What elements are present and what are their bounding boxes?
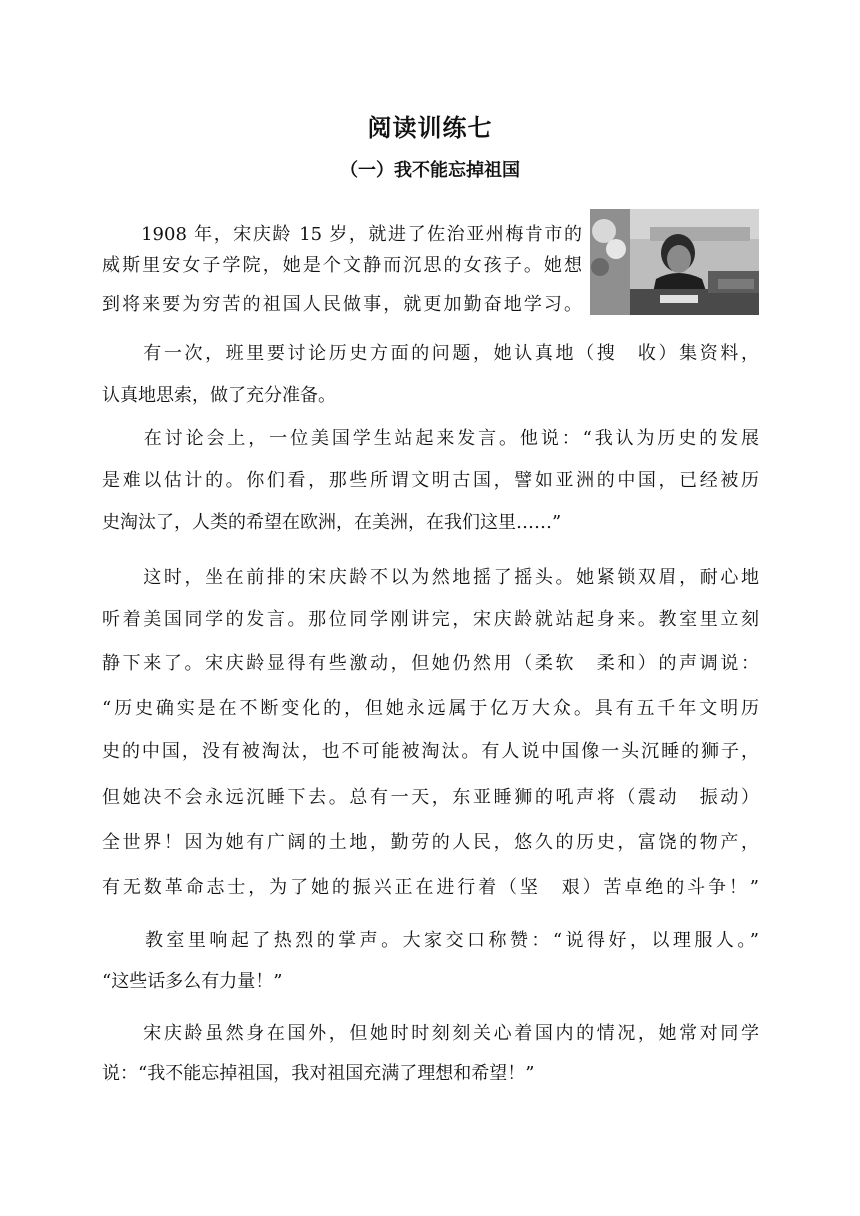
page-title: 阅读训练七 <box>367 114 493 142</box>
paragraph-line: 全世界！因为她有广阔的土地，勤劳的人民，悠久的历史，富饶的物产， <box>102 832 759 853</box>
paragraph-line: 在讨论会上，一位美国学生站起来发言。他说：“我认为历史的发展 <box>102 428 759 449</box>
paragraph-line: 说：“我不能忘掉祖国，我对祖国充满了理想和希望！” <box>102 1063 535 1084</box>
paragraph-line: 教室里响起了热烈的掌声。大家交口称赞：“说得好，以理服人。” <box>102 930 759 951</box>
paragraph-line: 认真地思索，做了充分准备。 <box>102 385 336 406</box>
paragraph-line: 是难以估计的。你们看，那些所谓文明古国，譬如亚洲的中国，已经被历 <box>102 470 759 491</box>
paragraph-line: 有无数革命志士，为了她的振兴正在进行着（坚 艰）苦卓绝的斗争！” <box>102 877 759 898</box>
paragraph-line: 史的中国，没有被淘汰，也不可能被淘汰。有人说中国像一头沉睡的狮子， <box>102 741 759 762</box>
paragraph-line: 听着美国同学的发言。那位同学刚讲完，宋庆龄就站起身来。教室里立刻 <box>102 609 759 630</box>
paragraph-line: 静下来了。宋庆龄显得有些激动，但她仍然用（柔软 柔和）的声调说： <box>102 653 759 674</box>
section-subtitle: （一）我不能忘掉祖国 <box>340 160 520 181</box>
paragraph-line: 但她决不会永远沉睡下去。总有一天，东亚睡狮的吼声将（震动 振动） <box>102 787 759 808</box>
paragraph-line: 宋庆龄虽然身在国外，但她时时刻刻关心着国内的情况，她常对同学 <box>102 1023 759 1044</box>
paragraph-line: “这些话多么有力量！” <box>102 971 283 992</box>
paragraph-line: 史淘汰了，人类的希望在欧洲，在美洲，在我们这里……” <box>102 512 562 533</box>
paragraph-line: 这时，坐在前排的宋庆龄不以为然地摇了摇头。她紧锁双眉，耐心地 <box>102 567 759 588</box>
paragraph-line: 威斯里安女子学院，她是个文静而沉思的女孩子。她想 <box>102 255 582 276</box>
paragraph-line: 有一次，班里要讨论历史方面的问题，她认真地（搜 收）集资料， <box>102 343 759 364</box>
portrait-photo <box>590 209 759 315</box>
portrait-photo-graphic <box>590 209 759 315</box>
paragraph-line: 1908 年，宋庆龄 15 岁，就进了佐治亚州梅肯市的 <box>102 224 582 245</box>
paragraph-line: 到将来要为穷苦的祖国人民做事，就更加勤奋地学习。 <box>102 294 582 315</box>
paragraph-line: “历史确实是在不断变化的，但她永远属于亿万大众。具有五千年文明历 <box>102 698 759 719</box>
